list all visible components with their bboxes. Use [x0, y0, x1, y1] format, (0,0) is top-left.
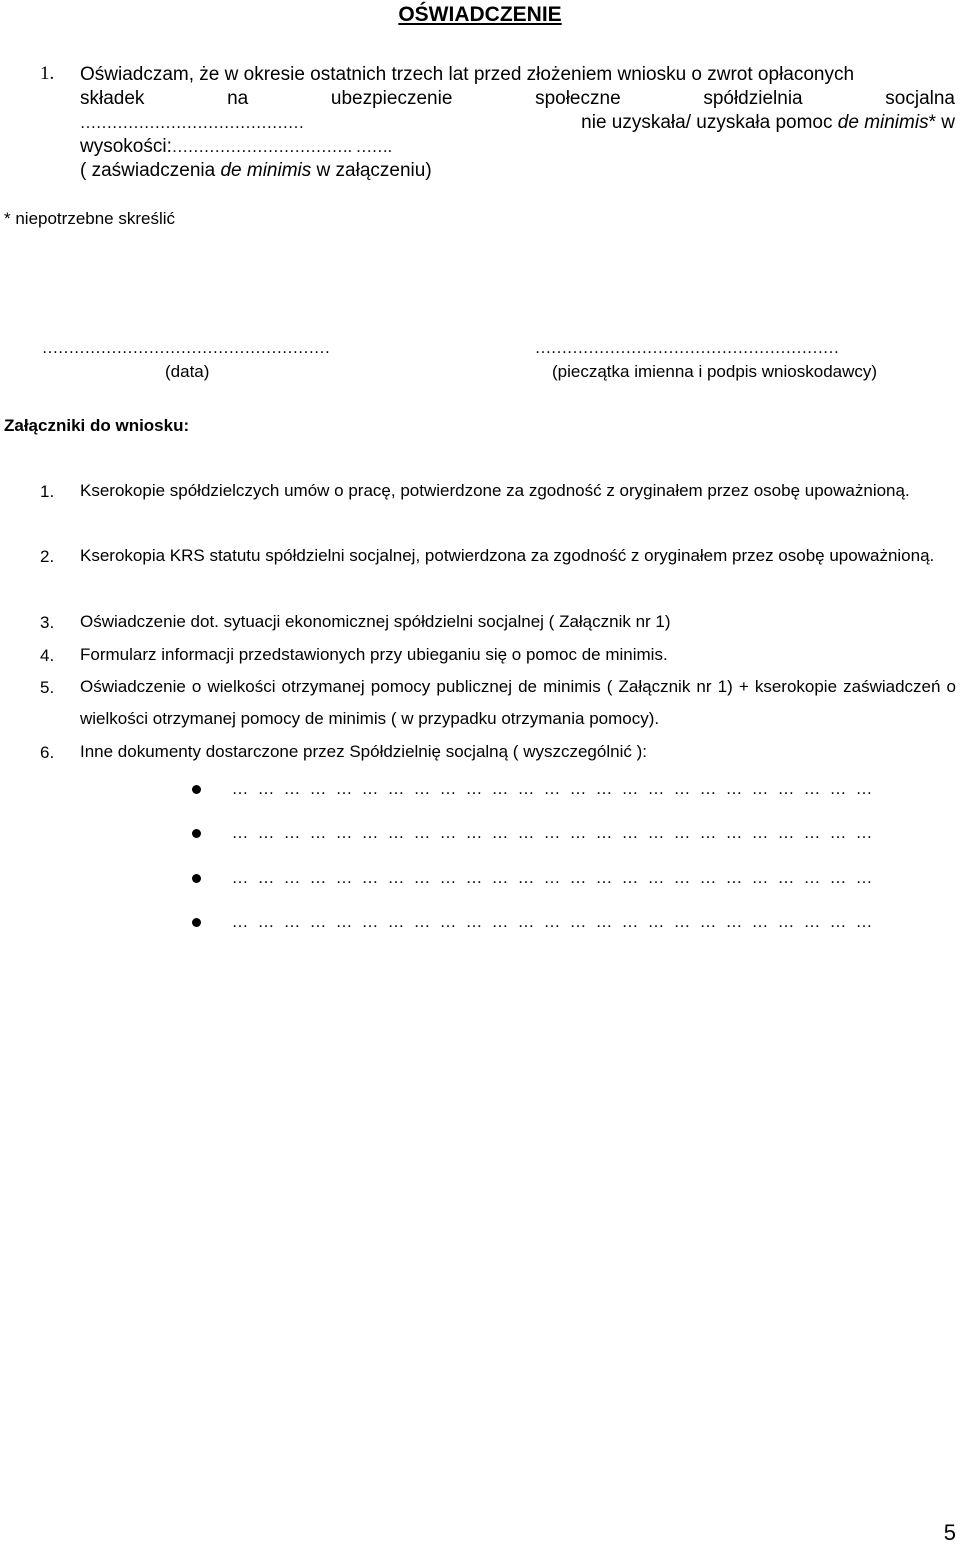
bullet-icon — [192, 874, 201, 883]
bullet-icon — [192, 918, 201, 927]
attachment-item: Inne dokumenty dostarczone przez Spółdzielnię socjalną ( wyszczególnić ): — [80, 742, 647, 761]
date-label: (data) — [165, 362, 210, 381]
attachment-number: 5. — [40, 678, 55, 697]
attachment-item: Oświadczenie o wielkości otrzymanej pomocy publicznej de minimis ( Załącznik nr 1) + kserokopie zaświadczeń o wielkości otrzymanej pomocy de minimis ( w przypadku otrzymania pomocy). — [80, 677, 956, 728]
document-blank-line[interactable]: … … … … … … … … … … … … … … … … … … … … … … … … … — [232, 870, 872, 887]
attachment-item: Kserokopia KRS statutu spółdzielni socjalnej, potwierdzona za zgodność z oryginałem przez osobę upoważnioną. — [80, 546, 935, 565]
attachment-number: 3. — [40, 613, 55, 632]
declaration-line-4 — [80, 135, 955, 160]
declaration-number: 1. — [40, 63, 55, 84]
attachment-item: Formularz informacji przedstawionych przy ubieganiu się o pomoc de minimis. — [80, 645, 668, 664]
attachment-number: 2. — [40, 547, 55, 566]
amount-label: wysokości: — [80, 136, 172, 157]
attachment-number: 1. — [40, 482, 55, 501]
document-blank-line[interactable]: … … … … … … … … … … … … … … … … … … … … … … … … … — [232, 914, 872, 931]
document-blank-line[interactable]: … … … … … … … … … … … … … … … … … … … … … … … … … — [232, 781, 872, 798]
attachment-number: 6. — [40, 743, 55, 762]
bullet-icon — [192, 829, 201, 838]
bullet-icon — [192, 785, 201, 794]
attachment-item: Kserokopie spółdzielczych umów o pracę, potwierdzone za zgodność z oryginałem przez osobę upoważnioną. — [80, 481, 910, 500]
declaration-line-3 — [80, 111, 955, 136]
blank-field-cooperative[interactable]: …………………………………… — [80, 115, 304, 132]
date-blank[interactable]: ……………………………………………… — [42, 340, 330, 357]
signature-blank[interactable]: ………………………………………………… — [535, 340, 839, 357]
document-blank-line[interactable]: … … … … … … … … … … … … … … … … … … … … … … … … … — [232, 825, 872, 842]
declaration-line-2: składek na ubezpieczenie społeczne spółdzielnia socjalna — [80, 88, 955, 109]
blank-field-amount[interactable]: ……………………………. ……. — [171, 139, 392, 156]
footnote: * niepotrzebne skreślić — [4, 209, 176, 228]
signature-label: (pieczątka imienna i podpis wnioskodawcy) — [552, 362, 878, 381]
page-number: 5 — [943, 1520, 956, 1545]
attachment-number: 4. — [40, 646, 55, 665]
aid-received-text: nie uzyskała/ uzyskała pomoc de minimis* w — [581, 112, 955, 133]
document-title: OŚWIADCZENIE — [398, 3, 562, 26]
attachments-title: Załączniki do wniosku: — [4, 416, 190, 435]
declaration-line-1: Oświadczam, że w okresie ostatnich trzech lat przed złożeniem wniosku o zwrot opłaconych — [80, 64, 855, 85]
declaration-line-5: ( zaświadczenia de minimis w załączeniu) — [80, 160, 432, 181]
attachment-item: Oświadczenie dot. sytuacji ekonomicznej spółdzielni socjalnej ( Załącznik nr 1) — [80, 612, 671, 631]
